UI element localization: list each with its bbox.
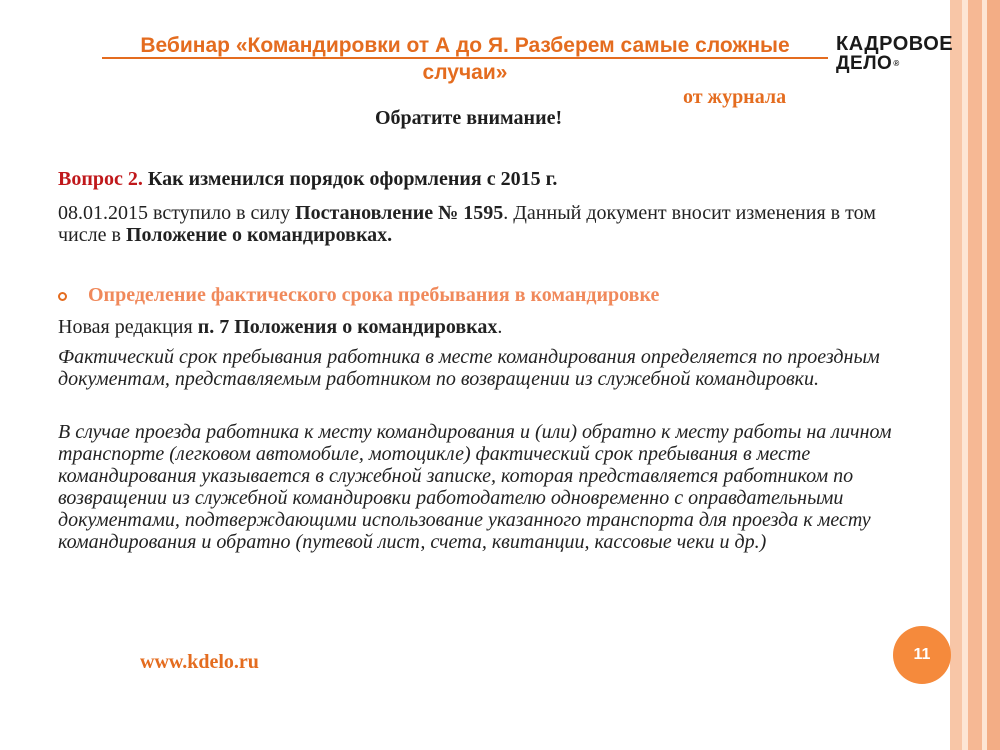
- logo-line2-text: ДЕЛО: [836, 53, 893, 74]
- decree-reference: Постановление № 1595: [295, 202, 504, 224]
- bullet-heading: Определение фактического срока пребывания в командировке: [88, 284, 660, 306]
- bullet-item: [58, 284, 659, 307]
- page-number-badge: 11: [893, 626, 951, 684]
- new-edition-line: [58, 316, 502, 339]
- from-journal-label: от журнала: [683, 86, 787, 108]
- new-edition-text-2: .: [497, 316, 503, 338]
- stripe: [987, 0, 1000, 750]
- logo-line1: КАДРОВОЕ: [836, 33, 954, 55]
- regulation-reference: Положение о командировках.: [125, 224, 393, 246]
- question-text: Как изменился порядок оформления с 2015 г.: [147, 168, 558, 190]
- question-line: [58, 168, 557, 191]
- clause-reference: п. 7 Положения о командировках: [197, 316, 498, 338]
- website-link[interactable]: www.kdelo.ru: [140, 651, 259, 673]
- intro-paragraph: [58, 202, 878, 246]
- quote-paragraph-1: Фактический срок пребывания работника в месте командирования определяется по проездным документам, представляемым работником по возвращении из служебной командировки.: [58, 346, 880, 390]
- circle-bullet-icon: [58, 292, 67, 301]
- kadrovoe-delo-logo: [836, 34, 953, 74]
- intro-text-2: . Данный документ вносит изменения в том числе в: [58, 202, 876, 246]
- new-edition-text-1: Новая редакция: [58, 316, 198, 338]
- quote-paragraph-2: В случае проезда работника к месту командирования и (или) обратно к месту работы на личном транспорте (легковом автомобиле, мотоцикле) фактический срок пребывания в месте командирования указывается в служебной записке, которая представляется работником по возвращении из служебной командировки работодателю одновременно с оправдательными документами, подтверждающими использование указанного транспорта для проезда к месту командирования и обратно (путевой лист, счета, квитанции, кассовые чеки и др.): [58, 421, 892, 553]
- question-label: Вопрос 2.: [58, 168, 143, 190]
- intro-text-1: 08.01.2015 вступило в силу: [58, 202, 296, 224]
- decorative-stripes: [950, 0, 1000, 750]
- logo-line2: [836, 54, 953, 74]
- webinar-title: Вебинар «Командировки от А до Я. Разберем самые сложные случаи»: [140, 34, 790, 84]
- title-underline: [102, 57, 828, 59]
- attention-heading: Обратите внимание!: [375, 107, 563, 129]
- registered-mark: ®: [893, 59, 900, 68]
- stripe: [950, 0, 962, 750]
- stripe: [968, 0, 982, 750]
